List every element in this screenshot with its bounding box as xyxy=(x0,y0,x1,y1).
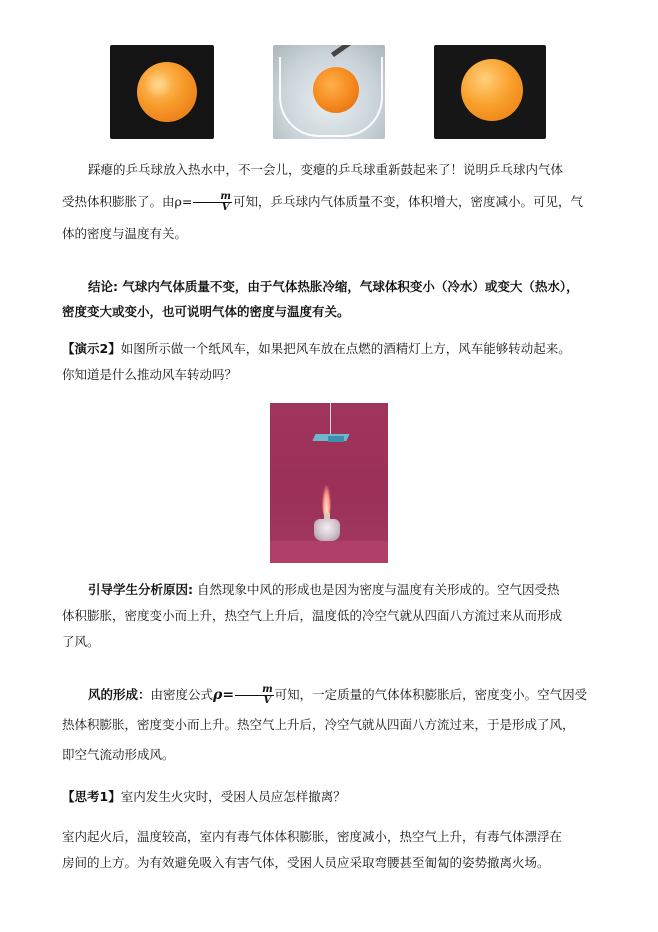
photo-restored-ball xyxy=(434,45,546,139)
fraction-denominator-2: V xyxy=(263,695,272,706)
para1-line1: 踩瘪的乒乓球放入热水中，不一会儿，变瘪的乒乓球重新鼓起来了！说明乒乓球内气体 xyxy=(88,162,564,177)
wind-line1a: 由密度公式 xyxy=(150,687,214,702)
photo-windmill-over-lamp xyxy=(270,403,388,563)
answer1-line2: 房间的上方。为有效避免吸入有害气体，受困人员应采取弯腰甚至匍匐的姿势撤离火场。 xyxy=(62,855,550,870)
guide-line2: 体积膨胀，密度变小而上升，热空气上升后，温度低的冷空气就从四面八方流过来从而形成 xyxy=(62,608,563,623)
para1-line3: 体的密度与温度有关。 xyxy=(62,226,188,241)
paragraph-ping-pong xyxy=(62,154,596,250)
wind-line1b: 可知，一定质量的气体体积膨胀后，密度变小。空气因受 xyxy=(274,687,588,702)
photo-ball-in-hot-water xyxy=(273,45,385,139)
table-surface xyxy=(270,541,388,563)
photo-dented-ball xyxy=(110,45,214,139)
conclusion-line1: 结论: 气球内气体质量不变，由于气体热胀冷缩，气球体积变小（冷水）或变大（热水）， xyxy=(88,279,579,294)
conclusion-line2: 密度变大或变小，也可说明气体的密度与温度有关。 xyxy=(62,304,350,319)
density-symbol: ρ= xyxy=(174,194,193,209)
fraction-denominator: V xyxy=(221,202,230,213)
paragraph-think1 xyxy=(62,786,596,808)
alcohol-lamp-icon xyxy=(314,519,340,541)
paragraph-guide xyxy=(62,577,596,655)
tweezer-icon xyxy=(331,45,383,57)
fraction-numerator-2: m xyxy=(235,685,274,696)
wind-line3: 即空气流动形成风。 xyxy=(62,747,175,762)
density-fraction xyxy=(193,192,232,213)
restored-ping-pong-ball-icon xyxy=(461,59,523,121)
think1-line1: 室内发生火灾时，受困人员应怎样撤离？ xyxy=(120,789,346,804)
paragraph-wind-formation xyxy=(62,680,596,770)
density-fraction-2 xyxy=(235,685,274,706)
ball-in-water-icon xyxy=(313,67,359,113)
paragraph-conclusion xyxy=(62,274,596,324)
paragraph-demo2 xyxy=(62,336,596,388)
think1-label: 【思考1】 xyxy=(62,789,121,804)
fraction-numerator: m xyxy=(193,192,232,203)
para1-line2b: 可知，乒乓球内气体质量不变，体积增大，密度减小。可见，气 xyxy=(232,194,583,209)
demo2-label: 【演示2】 xyxy=(62,341,121,356)
string-icon xyxy=(330,403,331,436)
para1-line2a: 受热体积膨胀了。由 xyxy=(62,194,175,209)
density-symbol-bold: ρ= xyxy=(213,687,235,703)
guide-line3: 了风。 xyxy=(62,634,100,649)
wind-line2: 热体积膨胀，密度变小而上升。热空气上升后，冷空气就从四面八方流过来，于是形成了风， xyxy=(62,717,575,732)
guide-line1: 自然现象中风的形成也是因为密度与温度有关形成的。空气因受热 xyxy=(193,582,560,597)
demo2-line2: 你知道是什么推动风车转动吗？ xyxy=(62,367,238,382)
guide-label: 引导学生分析原因: xyxy=(88,582,193,597)
demo2-line1: 如图所示做一个纸风车，如果把风车放在点燃的酒精灯上方，风车能够转动起来。 xyxy=(120,341,571,356)
paragraph-answer1 xyxy=(62,824,596,876)
wind-label: 风的形成： xyxy=(88,687,151,702)
answer1-line1: 室内起火后，温度较高，室内有毒气体体积膨胀，密度减小，热空气上升，有毒气体漂浮在 xyxy=(62,829,563,844)
dent-highlight xyxy=(143,73,173,97)
paper-windmill-shadow xyxy=(328,436,344,442)
